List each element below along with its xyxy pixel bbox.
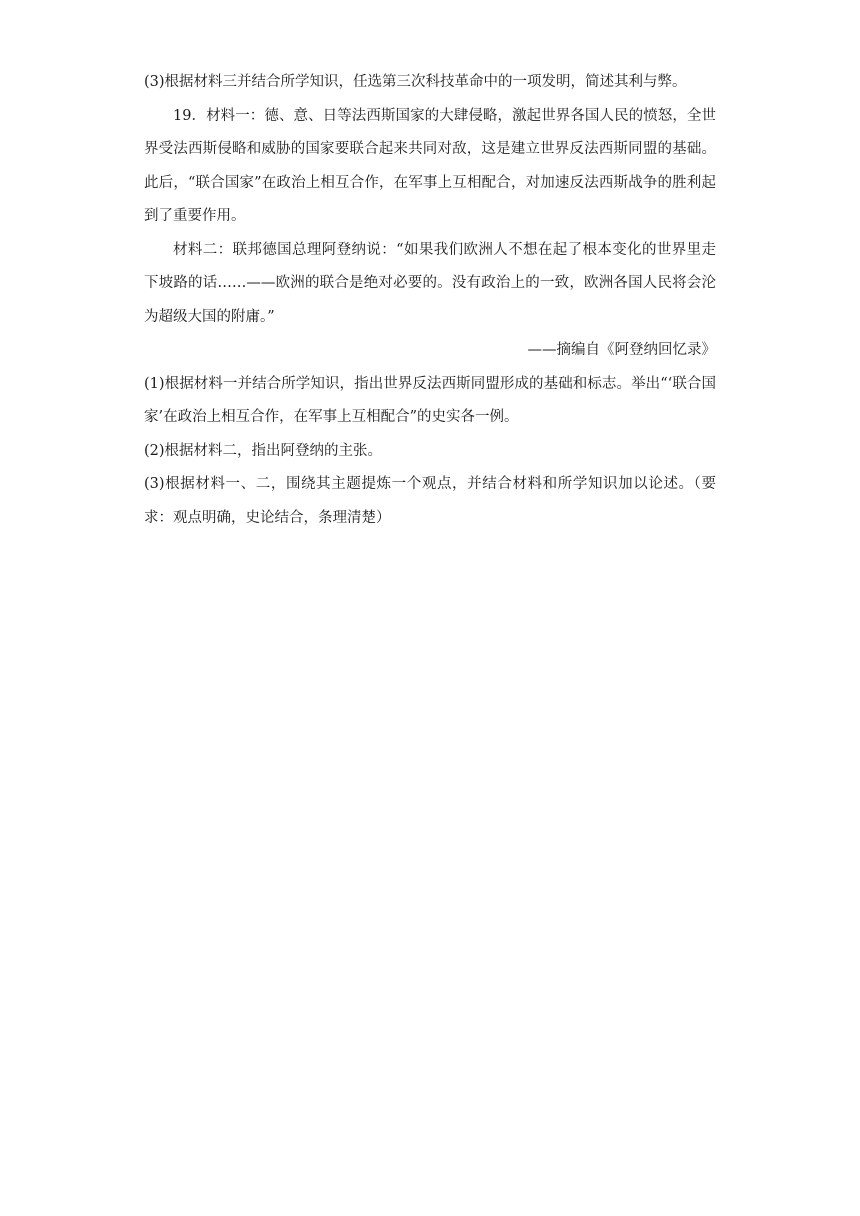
question-19-part-1: (1)根据材料一并结合所学知识，指出世界反法西斯同盟形成的基础和标志。举出“‘联合国家’在政治上相互合作，在军事上互相配合”的史实各一例。 <box>144 375 716 425</box>
question-19-part-2: (2)根据材料二，指出阿登纳的主张。 <box>144 442 383 459</box>
question-19-material-2: 材料二：联邦德国总理阿登纳说：“如果我们欧洲人不想在起了根本变化的世界里走下坡路的话……——欧洲的联合是绝对必要的。没有政治上的一致，欧洲各国人民将会沦为超级大国的附庸。” <box>144 241 716 325</box>
question-19-part-3: (3)根据材料一、二，围绕其主题提炼一个观点，并结合材料和所学知识加以论述。（要求：观点明确，史论结合，条理清楚） <box>144 476 716 526</box>
question-18-part-3: (3)根据材料三并结合所学知识，任选第三次科技革命中的一项发明，简述其利与弊。 <box>144 74 687 90</box>
question-19-material-1: 19．材料一：德、意、日等法西斯国家的大肆侵略，激起世界各国人民的愤怒，全世界受法西斯侵略和威胁的国家要联合起来共同对敌，这是建立世界反法西斯同盟的基础。此后，“联合国家”在政治上相互合作，在军事上互相配合，对加速反法西斯战争的胜利起到了重要作用。 <box>144 107 716 224</box>
question-19-source-citation: ——摘编自《阿登纳回忆录》 <box>527 342 716 358</box>
document-body <box>144 66 716 535</box>
